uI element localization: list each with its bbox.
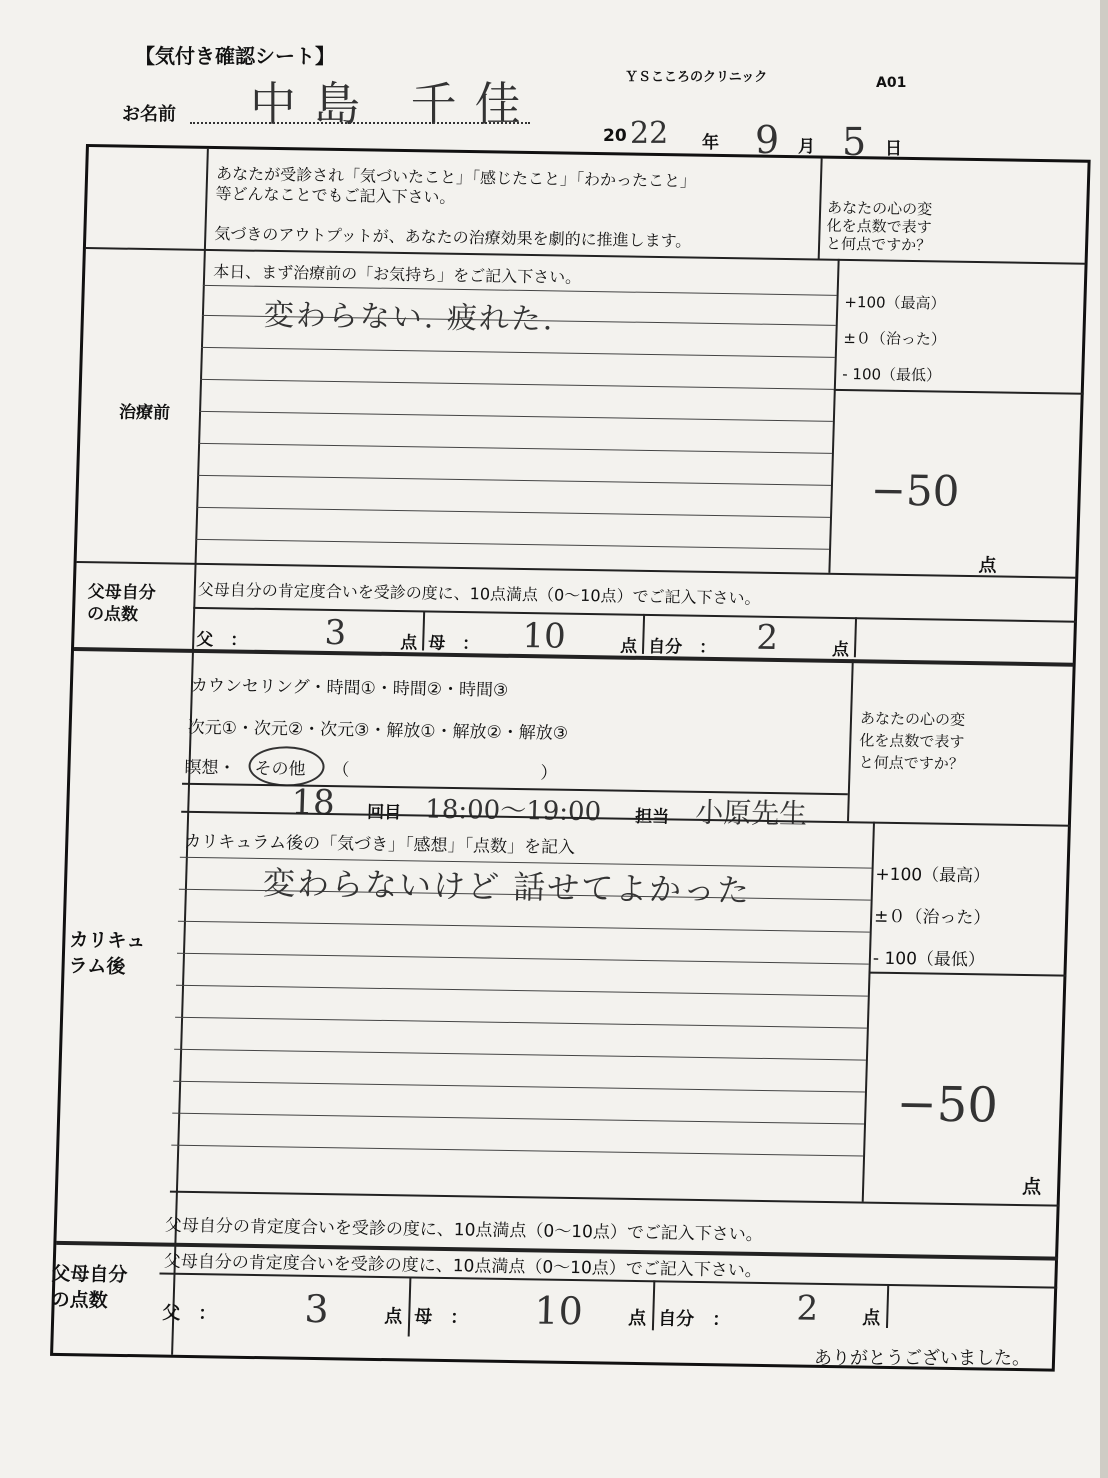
before-score-value[interactable]: −50 [870,465,961,516]
curriculum-time-value[interactable]: 18:00〜19:00 [424,794,602,828]
day-value[interactable]: 5 [842,120,867,164]
name-value[interactable]: 中島 千佳 [250,77,539,131]
page-edge [1100,0,1108,1478]
form-frame: あなたが受診され「気づいたこと」「感じたこと」「わかったこと」 等どんなことでもご記入下さい。 気づきのアウトプットが、あなたの治療効果を劇的に推進します。 あなたの心の変 化を点数で表す と何点ですか？ 治療前 本日、まず治療前の「お気持ち」をご記入下さい。 変わらない. 疲れた. +100（最高） ±０（治った） - 100（最低） −50 点 父母自分 の点数 父母自分の肯定度合いを受診の度に、10点満点（0〜10点）でご記入下さい。 父 ： 3 点 母 ： 10 点 自分 ： 2 点 カウンセリング・時間①・時間②・時間③ 次元①・次元②・次元③・解放①・解放②・解放③ 瞑想・ その他 （ ） 18 回目 18:00〜19:00 担当 小原先生 あなたの心の変 化を点数で表す と何点ですか？ カリキュ ラム後 カリキュラム後の「気づき」「感想」「点数」を記入 変わらないけど 話せてよかった +100（最高） ±０（治った） - 100（最低） −50 点 父母自分の肯定度合いを受診の度に、10点満点（0〜10点）でご記入下さい。 父母自分 の点数 父母自分の肯定度合いを受診の度に、10点満点（0〜10点）でご記入下さい。 父 ： 3 点 母 ： 10 点 自分 ： 2 点 [50,144,1091,1372]
curriculum-staff-value[interactable]: 小原先生 [694,795,808,831]
curriculum-scale-zero: ±０（治った） [873,906,991,929]
curriculum-note[interactable]: 変わらないけど 話せてよかった [262,864,752,910]
curriculum-other: その他 [254,758,306,780]
curriculum-divider [847,659,854,821]
parents1-section-label: 父母自分 の点数 [86,582,156,625]
thanks-message: ありがとうございました。 [814,1348,1030,1369]
parents2-father-value[interactable]: 3 [303,1286,330,1332]
parents1-prompt: 父母自分の肯定度合いを受診の度に、10点満点（0〜10点）でご記入下さい。 [197,579,761,608]
year-label: 年 [702,133,719,153]
parents1-mother-label: 母 ： [427,633,480,655]
parents2-father-label: 父 ： [162,1302,217,1325]
curriculum-score-question: あなたの心の変 化を点数で表す と何点ですか？ [858,709,966,773]
sheet-title: 【気付き確認シート】 [135,44,335,68]
curriculum-score-unit: 点 [1021,1176,1042,1199]
parents1-mother-value[interactable]: 10 [521,616,567,657]
parents2-section-label: 父母自分 の点数 [50,1262,128,1312]
curriculum-scale-min: - 100（最低） [872,948,986,971]
before-note[interactable]: 変わらない. 疲れた. [263,297,555,338]
intro-divider [818,159,823,259]
before-section-label: 治療前 [118,402,171,424]
intro-line3: 気づきのアウトプットが、あなたの治療効果を劇的に推進します。 [214,224,692,251]
parents2-mother-label: 母 ： [413,1306,469,1329]
other-circle-mark [248,746,325,787]
parents1-bottom-rule [74,647,1074,667]
parents2-prompt: 父母自分の肯定度合いを受診の度に、10点満点（0〜10点）でご記入下さい。 [163,1251,763,1281]
before-score-divider [828,259,839,573]
before-scale-zero: ±０（治った） [843,328,947,349]
curriculum-section-label: カリキュ ラム後 [68,929,146,978]
intro-line2: 等どんなことでもご記入下さい。 [215,184,456,207]
parents1-self-label: 自分 ： [647,637,717,659]
date-prefix: 20 [603,126,627,146]
curriculum-count-label: 回目 [366,802,402,824]
curriculum-score-divider [862,822,875,1202]
parents2-mother-value[interactable]: 10 [533,1288,584,1334]
day-label: 日 [885,139,902,159]
parents1-father-value[interactable]: 3 [323,612,347,654]
clinic-name: ＹＳこころのクリニック [625,70,768,85]
curriculum-scale-max: +100（最高） [875,864,991,887]
curriculum-line2: 次元①・次元②・次元③・解放①・解放②・解放③ [187,717,569,744]
parents2-self-value[interactable]: 2 [795,1288,819,1329]
before-score-unit: 点 [978,555,997,577]
parents1-self-value[interactable]: 2 [755,617,779,659]
before-bottom-rule [77,561,1077,579]
year-value[interactable]: 22 [630,116,669,151]
curriculum-count-value[interactable]: 18 [290,782,336,824]
parents2-self-label: 自分 ： [657,1308,731,1331]
curriculum-prompt: カリキュラム後の「気づき」「感想」「点数」を記入 [184,831,576,858]
curriculum-score-value[interactable]: −50 [895,1076,999,1134]
intro-score-question: あなたの心の変 化を点数で表す と何点ですか？ [825,198,933,255]
sheet-code: A01 [876,75,907,91]
intro-line1: あなたが受診され「気づいたこと」「感じたこと」「わかったこと」 [215,164,697,191]
before-prompt: 本日、まず治療前の「お気持ち」をご記入下さい。 [212,262,582,287]
before-scale-min: - 100（最低） [842,364,942,385]
month-label: 月 [798,137,815,157]
before-scale-max: +100（最高） [844,292,946,313]
month-value[interactable]: 9 [755,118,780,162]
curriculum-line3a: 瞑想・ [184,757,236,779]
name-label: お名前 [122,104,176,125]
parents1-father-label: 父 ： [196,629,248,651]
curriculum-staff-label: 担当 [634,806,670,828]
curriculum-line1: カウンセリング・時間①・時間②・時間③ [190,675,509,701]
parents2-prompt-top: 父母自分の肯定度合いを受診の度に、10点満点（0〜10点）でご記入下さい。 [164,1215,764,1246]
left-column-divider [171,149,209,1355]
